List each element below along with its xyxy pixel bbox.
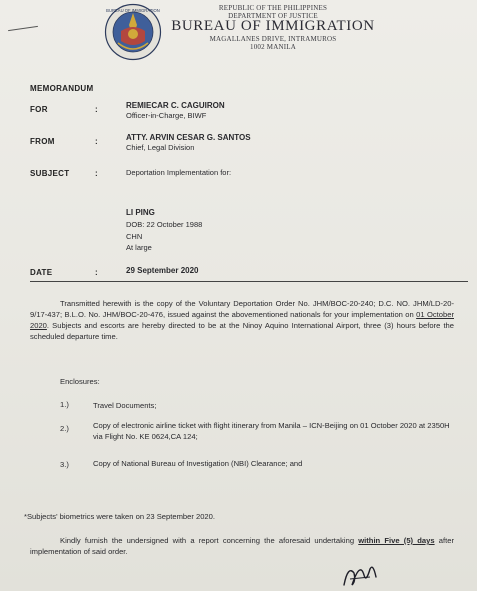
date-label: DATE [30,268,53,277]
header-divider [30,281,468,282]
implementation-date: 01 October 2020 [30,310,454,330]
city-line: 1002 MANILA [250,43,296,51]
memo-date: 29 September 2020 [126,266,199,275]
from-title: Chief, Legal Division [126,143,195,152]
transmittal-paragraph [30,298,454,342]
subject-text: Deportation Implementation for: [126,168,232,177]
for-colon: : [95,105,98,114]
transmittal-text-b: . Subjects and escorts are hereby directed to be at the Ninoy Aquino International Airport, three (3) hours before the scheduled departure time. [30,321,454,341]
scan-mark [8,26,38,31]
agency-name: BUREAU OF IMMIGRATION [171,18,375,34]
republic-line: REPUBLIC OF THE PHILIPPINES [218,4,328,12]
enclosures-label: Enclosures: [60,377,100,386]
date-colon: : [95,268,98,277]
person-name: LI PING [126,208,155,217]
for-title: Officer-in-Charge, BIWF [126,111,207,120]
signature-mark [340,555,380,591]
closing-text-b: after implementation of said order. [30,536,454,556]
address-line: MAGALLANES DRIVE, INTRAMUROS [209,35,337,43]
enclosure-number: 1.) [60,400,69,409]
enclosure-item: Travel Documents; [93,401,157,410]
transmittal-text-a: Transmitted herewith is the copy of the Voluntary Deportation Order No. JHM/BOC-20-240; D.C. NO. JHM/LD-20-9/17-437; B.L.O. No. JHM/BOC-20-476, issued against the abovementioned nationals for your implementation on [30,299,454,319]
deadline-emphasis: within Five (5) days [358,536,435,545]
enclosure-item: Copy of National Bureau of Investigation (NBI) Clearance; and [93,459,303,468]
person-status: At large [126,243,152,252]
closing-paragraph [30,535,454,557]
bureau-seal-logo [104,3,162,61]
biometrics-note: *Subjects' biometrics were taken on 23 September 2020. [24,512,215,521]
from-label: FROM [30,137,55,146]
for-name: REMIECAR C. CAGUIRON [126,101,225,110]
memorandum-heading: MEMORANDUM [30,84,94,93]
enclosure-number: 3.) [60,460,69,469]
for-label: FOR [30,105,48,114]
subject-colon: : [95,169,98,178]
enclosure-item: Copy of electronic airline ticket with flight itinerary from Manila – ICN-Beijing on 01 October 2020 at 2350H via Flight No. KE 0624,CA 124; [93,421,450,441]
from-name: ATTY. ARVIN CESAR G. SANTOS [126,133,251,142]
from-colon: : [95,137,98,146]
subject-label: SUBJECT [30,169,70,178]
closing-text-a: Kindly furnish the undersigned with a report concerning the aforesaid undertaking [60,536,359,545]
person-nationality: CHN [126,232,143,241]
person-dob: DOB: 22 October 1988 [126,220,203,229]
department-line: DEPARTMENT OF JUSTICE [228,12,318,20]
svg-text:BUREAU OF IMMIGRATION: BUREAU OF IMMIGRATION [106,8,160,13]
enclosure-number: 2.) [60,424,69,433]
